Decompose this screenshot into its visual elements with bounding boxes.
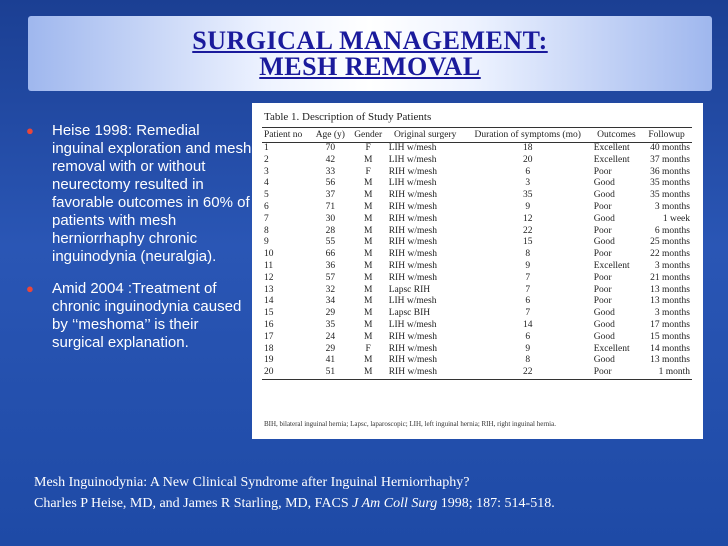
citation-journal: J Am Coll Surg xyxy=(352,496,438,511)
table-cell: Poor xyxy=(592,367,641,379)
table-row xyxy=(262,167,692,179)
table-row xyxy=(262,155,692,167)
table-cell: 29 xyxy=(325,308,336,319)
header-outcomes: Outcomes xyxy=(592,128,641,143)
table-cell: 1 month xyxy=(641,367,692,379)
table-cell: LIH w/mesh xyxy=(388,178,437,189)
table-cell: 10 xyxy=(264,249,274,260)
table-cell: 37 xyxy=(325,190,336,201)
bullet-text: Heise 1998: Remedial inguinal exploration and mesh removal with or without neurectomy resulted in favorable outcomes in 60% of patients with mesh herniorrhaphy chronic inguinodynia (neuralgia). xyxy=(52,122,252,265)
citation-volume: 1998; 187: 514-518. xyxy=(437,496,555,511)
table-cell: M xyxy=(363,272,373,283)
table-cell: Excellent xyxy=(593,154,630,165)
header-followup: Followup xyxy=(641,128,692,143)
table-cell: Poor xyxy=(593,284,612,295)
table-cell: RIH w/mesh xyxy=(388,249,438,260)
table-cell: M xyxy=(363,249,373,260)
table-row xyxy=(262,249,692,261)
table-cell: 6 months xyxy=(654,225,690,236)
table-cell: 19 xyxy=(264,355,274,366)
table-row xyxy=(262,226,692,238)
table-cell: 15 xyxy=(264,308,274,319)
table-footnote: BIH, bilateral inguinal hernia; Lapsc, laparoscopic; LIH, left inguinal hernia; RIH, right inguinal hernia. xyxy=(264,420,556,428)
study-table xyxy=(262,127,692,380)
header-patient: Patient no xyxy=(262,128,311,143)
table-cell: LIH w/mesh xyxy=(388,296,437,307)
table-cell: 11 xyxy=(264,260,274,271)
slide-title-line-2: MESH REMOVAL xyxy=(259,52,481,81)
table-cell: 36 xyxy=(325,260,336,271)
table-cell: 3 xyxy=(264,166,269,177)
table-cell: 24 xyxy=(325,331,336,342)
table-cell: Excellent xyxy=(593,260,630,271)
table-cell: RIH w/mesh xyxy=(388,225,438,236)
table-cell: 12 xyxy=(522,213,533,224)
table-cell: Lapsc BIH xyxy=(388,308,431,319)
table-cell: 3 months xyxy=(654,308,690,319)
table-cell: M xyxy=(363,284,373,295)
table-cell: 16 xyxy=(264,319,274,330)
table-row xyxy=(262,143,692,155)
table-cell: 36 months xyxy=(650,166,690,177)
table-cell: Lapsc RIH xyxy=(388,284,431,295)
table-cell: 13 months xyxy=(650,355,690,366)
table-cell: 18 xyxy=(522,143,533,153)
table-cell: 70 xyxy=(325,143,336,153)
table-cell: 1 week xyxy=(662,213,690,224)
table-row xyxy=(262,214,692,226)
table-cell: 28 xyxy=(325,225,336,236)
table-cell: 15 xyxy=(522,237,533,248)
header-surgery: Original surgery xyxy=(387,128,464,143)
table-cell: 51 xyxy=(311,367,350,379)
table-cell: 35 xyxy=(325,319,336,330)
bullet-item xyxy=(26,280,254,352)
table-row xyxy=(262,355,692,367)
citation xyxy=(34,472,555,514)
table-cell: 1 xyxy=(264,143,269,153)
table-cell: M xyxy=(363,213,373,224)
citation-title: Mesh Inguinodynia: A New Clinical Syndrome after Inguinal Herniorrhaphy? xyxy=(34,475,470,490)
table-cell: Good xyxy=(593,178,615,189)
table-header-row xyxy=(262,128,692,143)
table-cell: 3 months xyxy=(654,201,690,212)
table-cell: LIH w/mesh xyxy=(388,143,437,153)
table-cell: 6 xyxy=(525,166,531,177)
table-cell: 13 months xyxy=(650,296,690,307)
table-cell: 56 xyxy=(325,178,336,189)
table-row xyxy=(262,308,692,320)
table-cell: M xyxy=(363,237,373,248)
bullet-list xyxy=(26,122,254,366)
table-cell: Poor xyxy=(593,272,612,283)
table-cell: 2 xyxy=(264,154,269,165)
table-cell: 6 xyxy=(264,201,269,212)
table-caption: Table 1. Description of Study Patients xyxy=(264,111,432,123)
table-cell: 3 xyxy=(525,178,531,189)
table-cell: 33 xyxy=(325,166,336,177)
table-cell: F xyxy=(365,343,371,354)
table-body xyxy=(262,143,692,380)
table-row xyxy=(262,178,692,190)
table-cell: Good xyxy=(593,319,615,330)
table-cell: 6 xyxy=(525,296,531,307)
table-cell: 12 xyxy=(264,272,274,283)
header-age: Age (y) xyxy=(311,128,350,143)
table-cell: LIH w/mesh xyxy=(388,319,437,330)
bullet-icon: ● xyxy=(26,281,34,296)
header-gender: Gender xyxy=(350,128,387,143)
table-cell: RIH w/mesh xyxy=(388,260,438,271)
table-cell: Poor xyxy=(593,296,612,307)
table-row xyxy=(262,273,692,285)
table-cell: 15 months xyxy=(650,331,690,342)
table-cell: Good xyxy=(593,237,615,248)
table-cell: 37 months xyxy=(650,154,690,165)
table-cell: Good xyxy=(593,331,615,342)
table-cell: 21 months xyxy=(650,272,690,283)
table-cell: 34 xyxy=(325,296,336,307)
table-cell: 7 xyxy=(525,284,531,295)
table-row xyxy=(262,332,692,344)
table-cell: 9 xyxy=(525,343,531,354)
table-cell: 14 months xyxy=(650,343,690,354)
table-cell: 25 months xyxy=(650,237,690,248)
table-cell: 13 xyxy=(264,284,274,295)
table-row xyxy=(262,296,692,308)
table-cell: RIH w/mesh xyxy=(388,272,438,283)
table-row xyxy=(262,344,692,356)
slide-title-line-1: SURGICAL MANAGEMENT: xyxy=(192,26,548,55)
table-cell: 17 xyxy=(264,331,274,342)
table-row xyxy=(262,367,692,379)
citation-authors xyxy=(34,493,555,514)
table-cell: 3 months xyxy=(654,260,690,271)
table-cell: 17 months xyxy=(650,319,690,330)
table-cell: 35 months xyxy=(650,190,690,201)
study-table-image xyxy=(252,103,703,439)
table-cell: M xyxy=(363,225,373,236)
table-cell: 7 xyxy=(264,213,269,224)
table-cell: 7 xyxy=(525,308,531,319)
table-cell: RIH w/mesh xyxy=(388,355,438,366)
table-row xyxy=(262,320,692,332)
table-cell: 40 months xyxy=(650,143,690,153)
table-cell: RIH w/mesh xyxy=(388,190,438,201)
table-cell: 35 xyxy=(522,190,533,201)
table-cell: Excellent xyxy=(593,143,630,153)
table-cell: Good xyxy=(593,213,615,224)
table-cell: 20 xyxy=(522,154,533,165)
table-row xyxy=(262,202,692,214)
header-duration: Duration of symptoms (mo) xyxy=(464,128,592,143)
table-cell: 42 xyxy=(325,154,336,165)
bullet-icon: ● xyxy=(26,123,34,138)
table-cell: RIH w/mesh xyxy=(388,343,438,354)
table-row xyxy=(262,285,692,297)
table-cell: Poor xyxy=(593,225,612,236)
table-cell: RIH w/mesh xyxy=(388,331,438,342)
table-cell: 22 xyxy=(522,225,533,236)
table-cell: M xyxy=(363,319,373,330)
table-cell: RIH w/mesh xyxy=(387,367,464,379)
table-cell: M xyxy=(363,190,373,201)
table-cell: 57 xyxy=(325,272,336,283)
table-cell: M xyxy=(363,296,373,307)
table-row xyxy=(262,190,692,202)
table-cell: Good xyxy=(593,355,615,366)
table-cell: RIH w/mesh xyxy=(388,201,438,212)
table-cell: Good xyxy=(593,190,615,201)
table-cell: 22 months xyxy=(650,249,690,260)
table-cell: 9 xyxy=(525,260,531,271)
bullet-item xyxy=(26,122,254,266)
table-cell: M xyxy=(363,260,373,271)
table-cell: LIH w/mesh xyxy=(388,154,437,165)
table-cell: RIH w/mesh xyxy=(388,166,438,177)
citation-authors-text: Charles P Heise, MD, and James R Starling, MD, FACS xyxy=(34,496,353,511)
table-cell: 14 xyxy=(522,319,533,330)
table-cell: 29 xyxy=(325,343,336,354)
table-cell: 30 xyxy=(325,213,336,224)
table-cell: 71 xyxy=(325,201,336,212)
table-cell: Poor xyxy=(593,249,612,260)
table-cell: 8 xyxy=(264,225,269,236)
slide-title xyxy=(28,28,712,80)
table-cell: Good xyxy=(593,308,615,319)
table-cell: 35 months xyxy=(650,178,690,189)
table-row xyxy=(262,237,692,249)
table-cell: 13 months xyxy=(650,284,690,295)
table-cell: RIH w/mesh xyxy=(388,237,438,248)
table-cell: M xyxy=(350,367,387,379)
table-cell: M xyxy=(363,178,373,189)
table-cell: 4 xyxy=(264,178,269,189)
table-cell: M xyxy=(363,201,373,212)
table-cell: 9 xyxy=(525,201,531,212)
bullet-text: Amid 2004 :Treatment of chronic inguinodynia caused by ‘‘meshoma’’ is their surgical explanation. xyxy=(52,280,242,351)
table-cell: 8 xyxy=(525,355,531,366)
table-cell: F xyxy=(365,166,371,177)
table-cell: 32 xyxy=(325,284,336,295)
table-cell: 6 xyxy=(525,331,531,342)
table-cell: Poor xyxy=(593,166,612,177)
table-cell: Poor xyxy=(593,201,612,212)
table-cell: M xyxy=(363,308,373,319)
table-cell: 66 xyxy=(325,249,336,260)
table-cell: M xyxy=(363,355,373,366)
table-cell: RIH w/mesh xyxy=(388,213,438,224)
table-row xyxy=(262,261,692,273)
table-cell: 14 xyxy=(264,296,274,307)
table-cell: Excellent xyxy=(593,343,630,354)
table-cell: F xyxy=(365,143,371,153)
table-cell: M xyxy=(363,331,373,342)
table-cell: 7 xyxy=(525,272,531,283)
table-cell: M xyxy=(363,154,373,165)
table-cell: 9 xyxy=(264,237,269,248)
table-cell: 8 xyxy=(525,249,531,260)
table-cell: 41 xyxy=(325,355,336,366)
table-cell: 22 xyxy=(464,367,592,379)
table-cell: 18 xyxy=(264,343,274,354)
table-cell: 20 xyxy=(262,367,311,379)
table-cell: 55 xyxy=(325,237,336,248)
table-cell: 5 xyxy=(264,190,269,201)
